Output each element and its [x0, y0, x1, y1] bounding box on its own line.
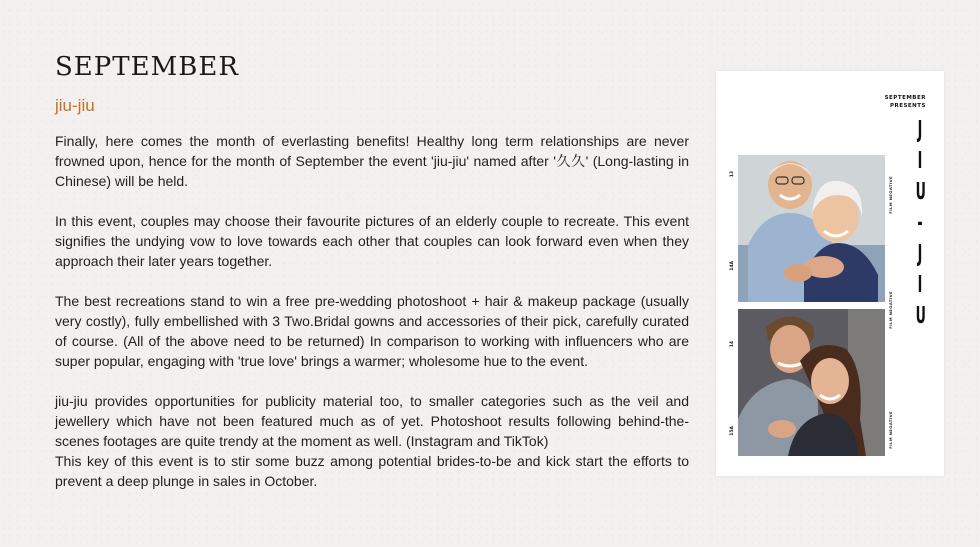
- young-couple-illustration: [738, 309, 885, 456]
- poster-title-char: J: [917, 117, 923, 143]
- frame-number: 13: [730, 171, 735, 178]
- poster-presents: [885, 94, 926, 110]
- frame-number: 14A: [730, 261, 735, 271]
- young-couple-photo: [738, 309, 885, 456]
- poster-title-char: -: [917, 210, 923, 236]
- poster-title-char: U: [915, 303, 926, 329]
- event-subtitle: jiu-jiu: [55, 96, 95, 115]
- poster-title: [916, 115, 925, 332]
- poster-title-char: J: [917, 241, 923, 267]
- film-negative-label: FILM NEGATIVE: [888, 411, 893, 449]
- film-negative-label: FILM NEGATIVE: [888, 176, 893, 214]
- elderly-couple-illustration: [738, 155, 885, 302]
- poster-presents-word: PRESENTS: [889, 103, 926, 109]
- elderly-couple-photo: [738, 155, 885, 302]
- poster-title-char: I: [917, 272, 923, 298]
- page-title: SEPTEMBER: [55, 52, 239, 82]
- paragraph-event: In this event, couples may choose their favourite pictures of an elderly couple to recreate. This event signifies the undying vow to love towards each other that couples can look forward even when they approach their later years together.: [55, 213, 689, 269]
- paragraph-publicity: jiu-jiu provides opportunities for publicity material too, to smaller categories such as the veil and jewellery which have not been featured much as of yet. Photoshoot results following behind-the-scenes footages are quite trendy at the moment as well. (Instagram and TikTok): [55, 393, 689, 449]
- film-negative-label: FILM NEGATIVE: [888, 291, 893, 329]
- paragraph-goal: This key of this event is to stir some buzz among potential brides-to-be and kick start the efforts to prevent a deep plunge in sales in October.: [55, 453, 689, 489]
- poster-presents-month: SEPTEMBER: [884, 95, 926, 101]
- poster-title-char: U: [915, 179, 926, 205]
- paragraph-intro: Finally, here comes the month of everlasting benefits! Healthy long term relationships are never frowned upon, hence for the month of September the event 'jiu-jiu' named after '久久' (Long-lasting in Chinese) will be held.: [55, 133, 689, 189]
- frame-number: 14: [730, 341, 735, 348]
- frame-number: 15A: [730, 426, 735, 436]
- event-poster: [716, 71, 944, 476]
- paragraph-prizes: The best recreations stand to win a free pre-wedding photoshoot + hair & makeup package (usually very costly), fully embellished with 3 Two.Bridal gowns and accessories of their pick, carefully curated of course. (All of the above need to be returned) In comparison to working with influencers who are super popular, engaging with 'true love' brings a warmer; wholesome hue to the event.: [55, 293, 689, 369]
- poster-title-char: I: [917, 148, 923, 174]
- event-description: [55, 131, 689, 491]
